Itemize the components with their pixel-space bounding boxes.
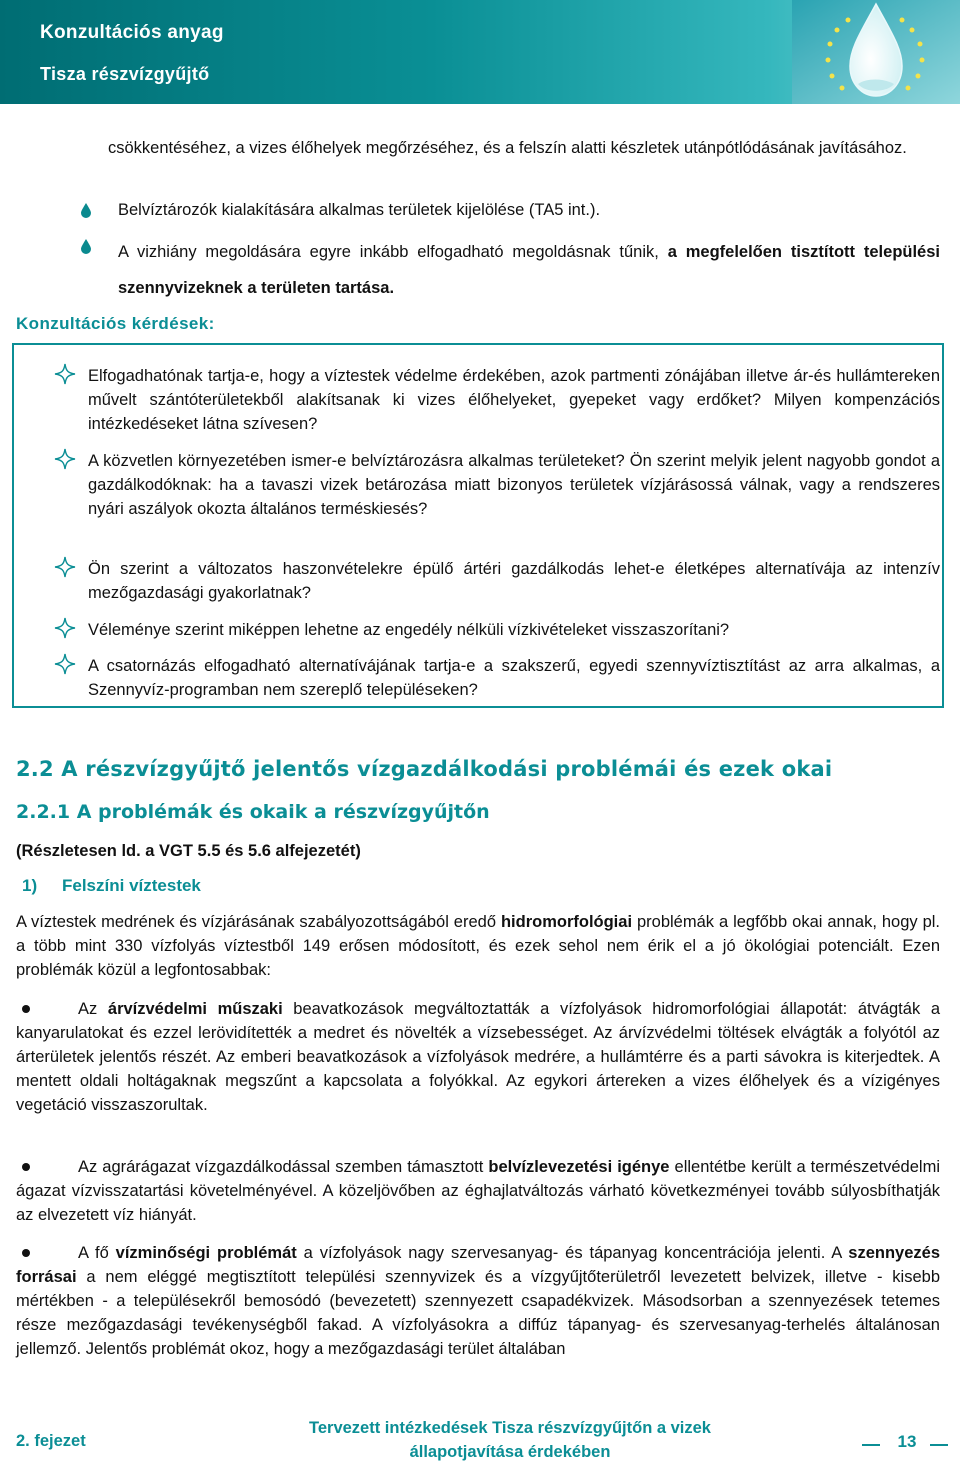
- text-run: A víztestek medrének és vízjárásának szabályozottságából eredő: [16, 913, 501, 931]
- text-run: Az agrárágazat vízgazdálkodással szemben támasztott: [78, 1158, 489, 1176]
- intro-bullet-2: [118, 234, 940, 306]
- problem-bullet-1: [16, 997, 940, 1117]
- text-run: beavatkozások megváltoztatták a vízfolyások hidromorfológiai állapotát: átvágták a kanyarulatokat és ezzel lerövidítették a medret és növelték a vízsebességet. Az árvízvédelmi töltések elvágták a folyótól az árterületek jelentős részét. Az emberi beavatkozások a vízfolyások medrére, a hullámtérre és a parti sávokra is kiterjedtek. A mentett oldali holtágaknak megszűnt a kapcsolata a folyókkal. Az egykori ártereken a vizes élőhelyek és a vízigényes vegetáció visszaszorultak.: [16, 1000, 940, 1114]
- page-number: [872, 1432, 942, 1452]
- consultation-title: Konzultációs kérdések:: [16, 314, 215, 333]
- detail-reference: (Részletesen ld. a VGT 5.5 és 5.6 alfejezetét): [16, 842, 361, 860]
- sparkle-bullet-icon: [54, 617, 76, 639]
- question-item: A csatornázás elfogadható alternatívájának tartja-e a szakszerű, egyedi szennyvíztisztítást az arra alkalmas, a Szennyvíz-programban nem szereplő településeken?: [88, 657, 940, 699]
- subheading-label: Felszíni víztestek: [62, 876, 201, 895]
- header-subtitle: Tisza részvízgyűjtő: [40, 64, 210, 84]
- eu-water-drop-logo-icon: [792, 0, 960, 104]
- bold-run: belvízlevezetési igénye: [488, 1158, 670, 1176]
- footer-chapter: 2. fejezet: [16, 1432, 86, 1450]
- footer-title-line: Tervezett intézkedések Tisza részvízgyűjtőn a vizek: [309, 1419, 711, 1437]
- problem-bullet-2: [16, 1155, 940, 1227]
- question-item: Elfogadhatónak tartja-e, hogy a víztestek védelme érdekében, azok partmenti zónájában illetve ár-és hullámtereken művelt szántóterületekből alakítsanak ki vizes élőhelyeket, gyepeket vagy erdőket? Milyen kompenzációs intézkedéseket látna szívesen?: [88, 367, 940, 433]
- question-item: A közvetlen környezetében ismer-e belvíztározásra alkalmas területeket? Ön szerint melyik jelent nagyobb gondot a gazdálkodóknak: ha a tavaszi vizek betározása miatt bizonyos területek vízjárásossá válnak, vagy a rendszeres nyári aszályok okozta általános terméskiesés?: [88, 452, 940, 518]
- water-drop-bullet-icon: [80, 202, 92, 218]
- water-drop-bullet-icon: [80, 238, 92, 254]
- problem-bullet-3: [16, 1241, 940, 1361]
- sparkle-bullet-icon: [54, 363, 76, 385]
- footer-title: [200, 1416, 820, 1464]
- question-item: Ön szerint a változatos haszonvételekre épülő ártéri gazdálkodás lehet-e életképes alternatívája az intenzív mezőgazdasági gyakorlatnak?: [88, 560, 940, 602]
- intro-bullet-2-text: A vizhiány megoldására egyre inkább elfogadható megoldásnak tűnik,: [118, 243, 668, 261]
- sparkle-bullet-icon: [54, 556, 76, 578]
- intro-bullet-1: Belvíztározók kialakítására alkalmas területek kijelölése (TA5 int.).: [118, 201, 601, 219]
- intro-paragraph: [16, 910, 940, 982]
- text-run: problémák a legfőbb okai annak, hogy pl. a több mint 330 vízfolyás víztestből 149 erősen módosított, és ezek sehol nem érik el a jó ökológiai potenciált. Ezen problémák közül a legfontosabbak:: [16, 913, 940, 979]
- header-banner: [0, 0, 960, 104]
- subheading-number: 1): [22, 876, 38, 895]
- bold-run: árvízvédelmi műszaki: [107, 1000, 283, 1018]
- text-run: a vízfolyások nagy szervesanyag- és tápanyag koncentrációja jelenti. A: [296, 1244, 849, 1262]
- bold-run: szennyezés forrásai: [16, 1244, 940, 1286]
- bold-run: vízminőségi problémát: [115, 1244, 297, 1262]
- footer-title-line: állapotjavítása érdekében: [409, 1443, 611, 1461]
- header-title: Konzultációs anyag: [40, 22, 224, 43]
- bold-run: hidromorfológiai: [500, 913, 633, 931]
- subsection-heading: 2.2.1 A problémák és okaik a részvízgyűjtőn: [16, 801, 490, 823]
- sparkle-bullet-icon: [54, 448, 76, 470]
- text-run: A fő: [78, 1244, 116, 1262]
- sparkle-bullet-icon: [54, 653, 76, 675]
- question-item: Véleménye szerint miképpen lehetne az engedély nélküli vízkivételeket visszaszorítani?: [88, 621, 730, 639]
- intro-continuation: csökkentéséhez, a vizes élőhelyek megőrzéséhez, és a felszín alatti készletek utánpótlódásának javításához.: [108, 139, 907, 157]
- section-heading: 2.2 A részvízgyűjtő jelentős vízgazdálkodási problémái és ezek okai: [16, 757, 833, 781]
- page-number-text: 13: [897, 1432, 917, 1451]
- text-run: a nem eléggé megtisztított települési szennyvizek és a vízgyűjtőterületről levezetett belvizek, illetve - kisebb mértékben - a településekről bemosódó (bevezetett) szennyezett csapadékvizek. Másodsorban a szennyezések tetemes része mezőgazdasági tevékenységből fakad. A vízfolyásokra a diffúz tápanyag- és szervesanyag-terhelés általánosan jellemző. Jelentős problémát okoz, hogy a mezőgazdasági terület általában: [16, 1268, 940, 1358]
- text-run: ellentétbe került a természetvédelmi ágazat vízvisszatartási követelményével. A közeljövőben az éghajlatváltozás várható következményei tovább súlyosbíthatják az elvezetett víz hiányát.: [16, 1158, 940, 1224]
- text-run: Az: [78, 1000, 108, 1018]
- intro-bullet-2-bold: a megfelelően tisztított települési szennyvizeknek a területen tartása.: [118, 243, 940, 297]
